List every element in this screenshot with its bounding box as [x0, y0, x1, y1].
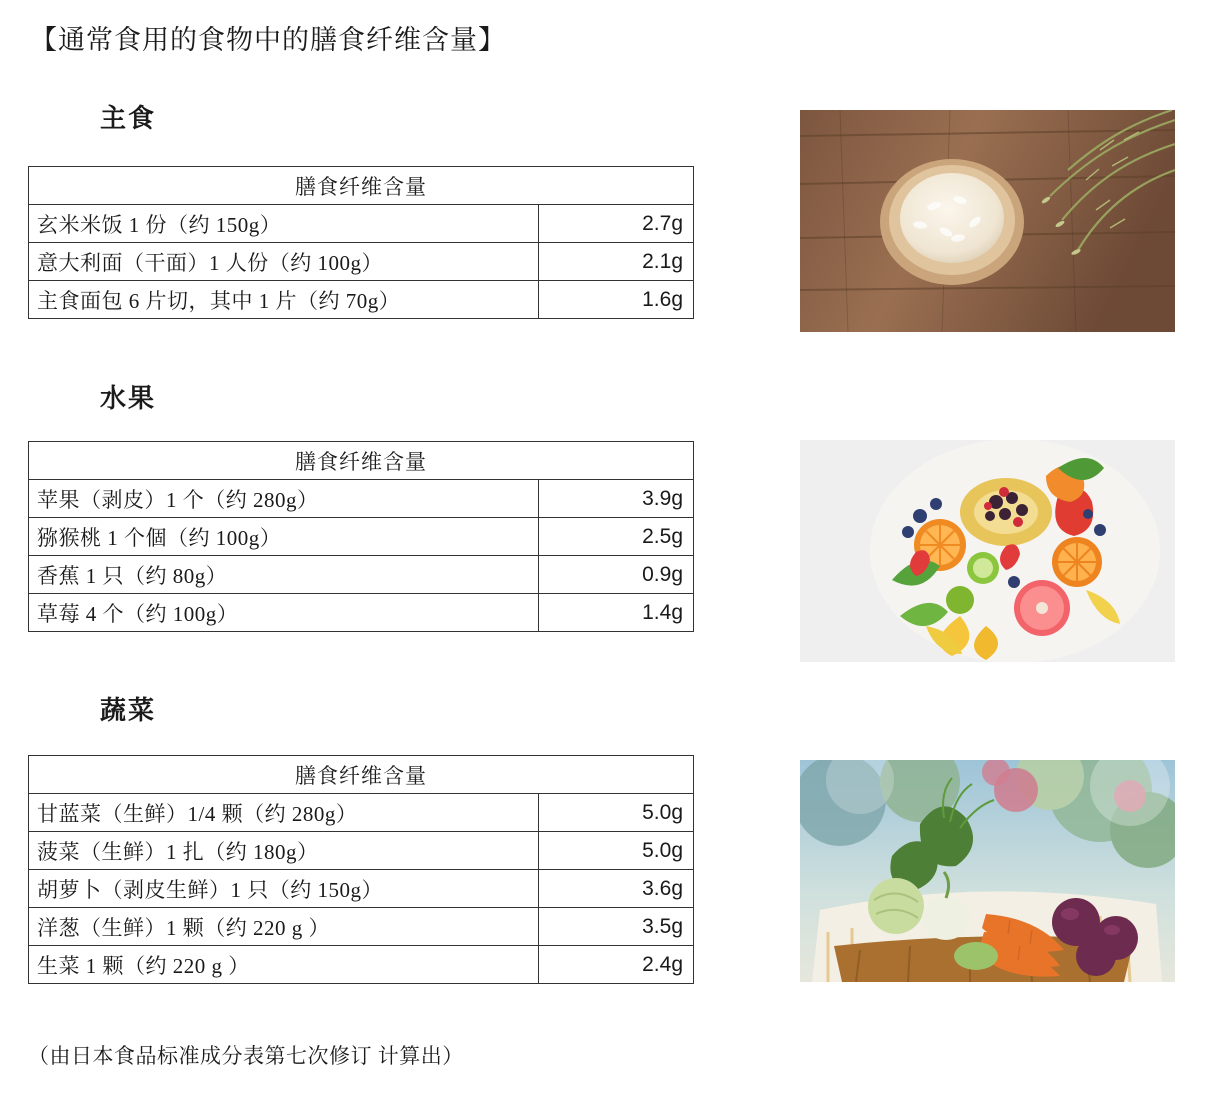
food-name-cell: 猕猴桃 1 个個（约 100g）	[29, 518, 539, 556]
food-name-cell: 主食面包 6 片切，其中 1 片（约 70g）	[29, 281, 539, 319]
section-heading-staple: 主食	[100, 104, 157, 133]
fiber-value-cell: 1.6g	[539, 281, 694, 319]
table-row	[29, 556, 694, 594]
fiber-value-cell: 2.7g	[539, 205, 694, 243]
food-name-cell: 甘蓝菜（生鲜）1/4 颗（约 280g）	[29, 794, 539, 832]
fiber-value-cell: 2.5g	[539, 518, 694, 556]
footnote: （由日本食品标准成分表第七次修订 计算出）	[28, 1044, 464, 1068]
fiber-value-cell: 5.0g	[539, 832, 694, 870]
food-name-cell: 生菜 1 颗（约 220 g ）	[29, 946, 539, 984]
column-header-fiber: 膳食纤维含量	[29, 167, 694, 205]
food-name-cell: 胡萝卜（剥皮生鲜）1 只（约 150g）	[29, 870, 539, 908]
page-title: 【通常食用的食物中的膳食纤维含量】	[30, 25, 506, 55]
table-row	[29, 832, 694, 870]
table-header-row	[29, 442, 694, 480]
fiber-table-vegetable	[28, 755, 694, 984]
table-row	[29, 518, 694, 556]
food-name-cell: 草莓 4 个（约 100g）	[29, 594, 539, 632]
table-row	[29, 205, 694, 243]
fiber-value-cell: 2.1g	[539, 243, 694, 281]
fiber-table-staple	[28, 166, 694, 319]
column-header-fiber: 膳食纤维含量	[29, 756, 694, 794]
food-name-cell: 菠菜（生鲜）1 扎（约 180g）	[29, 832, 539, 870]
table-header-row	[29, 756, 694, 794]
fiber-value-cell: 5.0g	[539, 794, 694, 832]
rice-bowl-photo	[800, 110, 1175, 332]
table-row	[29, 794, 694, 832]
table-row	[29, 946, 694, 984]
fiber-value-cell: 0.9g	[539, 556, 694, 594]
table-row	[29, 480, 694, 518]
table-header-row	[29, 167, 694, 205]
fiber-value-cell: 3.9g	[539, 480, 694, 518]
table-row	[29, 243, 694, 281]
table-row	[29, 870, 694, 908]
section-heading-fruit: 水果	[100, 384, 157, 413]
table-row	[29, 594, 694, 632]
column-header-fiber: 膳食纤维含量	[29, 442, 694, 480]
food-name-cell: 香蕉 1 只（约 80g）	[29, 556, 539, 594]
vegetable-basket-photo	[800, 760, 1175, 982]
fiber-value-cell: 3.5g	[539, 908, 694, 946]
fiber-value-cell: 3.6g	[539, 870, 694, 908]
section-heading-vegetable: 蔬菜	[100, 696, 157, 725]
food-name-cell: 苹果（剥皮）1 个（约 280g）	[29, 480, 539, 518]
food-name-cell: 洋葱（生鲜）1 颗（约 220 g ）	[29, 908, 539, 946]
table-row	[29, 281, 694, 319]
food-name-cell: 玄米米饭 1 份（约 150g）	[29, 205, 539, 243]
fiber-value-cell: 1.4g	[539, 594, 694, 632]
table-row	[29, 908, 694, 946]
food-name-cell: 意大利面（干面）1 人份（约 100g）	[29, 243, 539, 281]
fruit-platter-photo	[800, 440, 1175, 662]
fiber-table-fruit	[28, 441, 694, 632]
fiber-value-cell: 2.4g	[539, 946, 694, 984]
